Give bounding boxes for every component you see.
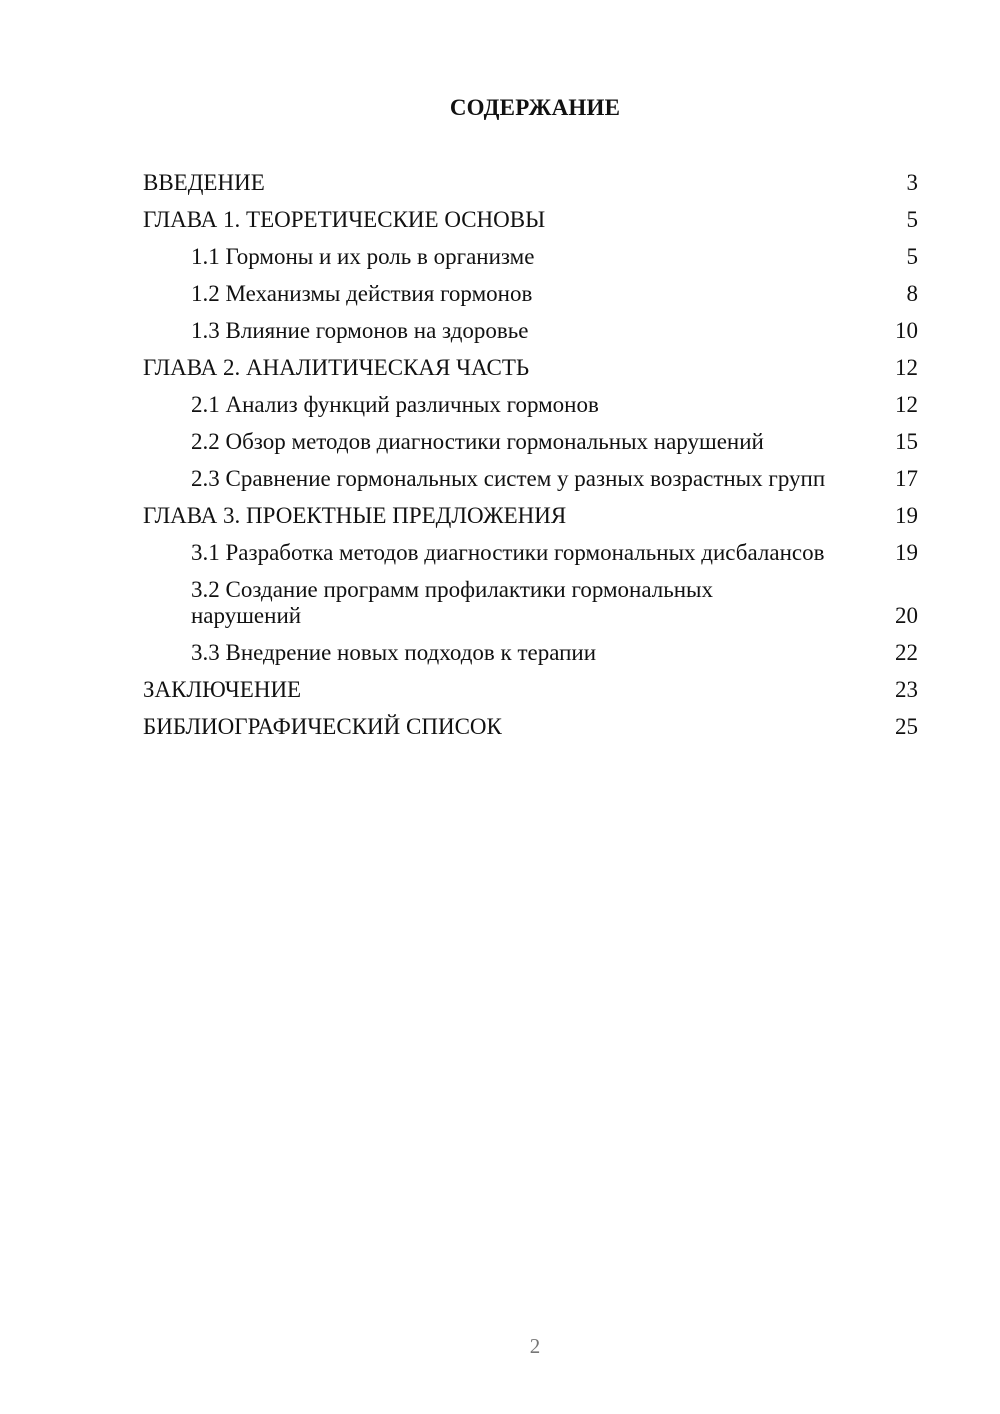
toc-entry-title: ГЛАВА 3. ПРОЕКТНЫЕ ПРЕДЛОЖЕНИЯ bbox=[143, 503, 567, 528]
toc-entry-title: БИБЛИОГРАФИЧЕСКИЙ СПИСОК bbox=[143, 714, 502, 739]
toc-entry-title: ЗАКЛЮЧЕНИЕ bbox=[143, 677, 302, 702]
toc-entry-title: 2.2 Обзор методов диагностики гормональных нарушений bbox=[191, 429, 764, 454]
toc-entry-introduction[interactable] bbox=[143, 170, 918, 196]
toc-entry-section-2-2[interactable] bbox=[143, 429, 918, 455]
toc-entry-title: 1.2 Механизмы действия гормонов bbox=[191, 281, 533, 306]
page-title: СОДЕРЖАНИЕ bbox=[449, 95, 621, 120]
toc-entry-page: 15 bbox=[895, 429, 918, 454]
toc-entry-title: 1.3 Влияние гормонов на здоровье bbox=[191, 318, 529, 343]
toc-entry-page: 19 bbox=[895, 503, 918, 528]
toc-entry-page: 5 bbox=[906, 207, 918, 232]
table-of-contents bbox=[143, 170, 918, 740]
toc-entry-title: 3.1 Разработка методов диагностики гормональных дисбалансов bbox=[191, 540, 825, 565]
toc-entry-section-2-3[interactable] bbox=[143, 466, 918, 492]
toc-entry-chapter-3[interactable] bbox=[143, 503, 918, 529]
toc-entry-page: 12 bbox=[895, 392, 918, 417]
toc-entry-page: 19 bbox=[895, 540, 918, 565]
toc-entry-conclusion[interactable] bbox=[143, 677, 918, 703]
toc-entry-page: 23 bbox=[895, 677, 918, 702]
toc-entry-title: 3.3 Внедрение новых подходов к терапии bbox=[191, 640, 597, 665]
toc-entry-title: 2.1 Анализ функций различных гормонов bbox=[191, 392, 599, 417]
toc-entry-section-1-2[interactable] bbox=[143, 281, 918, 307]
toc-entry-page: 22 bbox=[895, 640, 918, 665]
toc-entry-section-3-3[interactable] bbox=[143, 640, 918, 666]
toc-entry-page: 20 bbox=[895, 603, 918, 628]
toc-entry-page: 3 bbox=[906, 170, 918, 195]
toc-entry-page: 10 bbox=[895, 318, 918, 343]
toc-entry-section-1-3[interactable] bbox=[143, 318, 918, 344]
toc-entry-title: ВВЕДЕНИЕ bbox=[143, 170, 265, 195]
toc-entry-page: 17 bbox=[895, 466, 918, 491]
toc-entry-section-1-1[interactable] bbox=[143, 244, 918, 270]
toc-entry-bibliography[interactable] bbox=[143, 714, 918, 740]
toc-entry-chapter-1[interactable] bbox=[143, 207, 918, 233]
toc-entry-page: 25 bbox=[895, 714, 918, 739]
toc-entry-title: ГЛАВА 2. АНАЛИТИЧЕСКАЯ ЧАСТЬ bbox=[143, 355, 530, 380]
toc-entry-page: 12 bbox=[895, 355, 918, 380]
toc-entry-section-2-1[interactable] bbox=[143, 392, 918, 418]
toc-entry-page: 5 bbox=[906, 244, 918, 269]
page-number: 2 bbox=[529, 1334, 541, 1358]
toc-entry-title: 1.1 Гормоны и их роль в организме bbox=[191, 244, 535, 269]
toc-entry-title: ГЛАВА 1. ТЕОРЕТИЧЕСКИЕ ОСНОВЫ bbox=[143, 207, 546, 232]
toc-entry-title: 3.2 Создание программ профилактики гормональных нарушений bbox=[191, 577, 713, 628]
toc-entry-page: 8 bbox=[906, 281, 918, 306]
toc-entry-title: 2.3 Сравнение гормональных систем у разных возрастных групп bbox=[191, 466, 826, 491]
toc-entry-section-3-1[interactable] bbox=[143, 540, 918, 566]
toc-entry-section-3-2[interactable] bbox=[143, 577, 918, 629]
toc-entry-chapter-2[interactable] bbox=[143, 355, 918, 381]
